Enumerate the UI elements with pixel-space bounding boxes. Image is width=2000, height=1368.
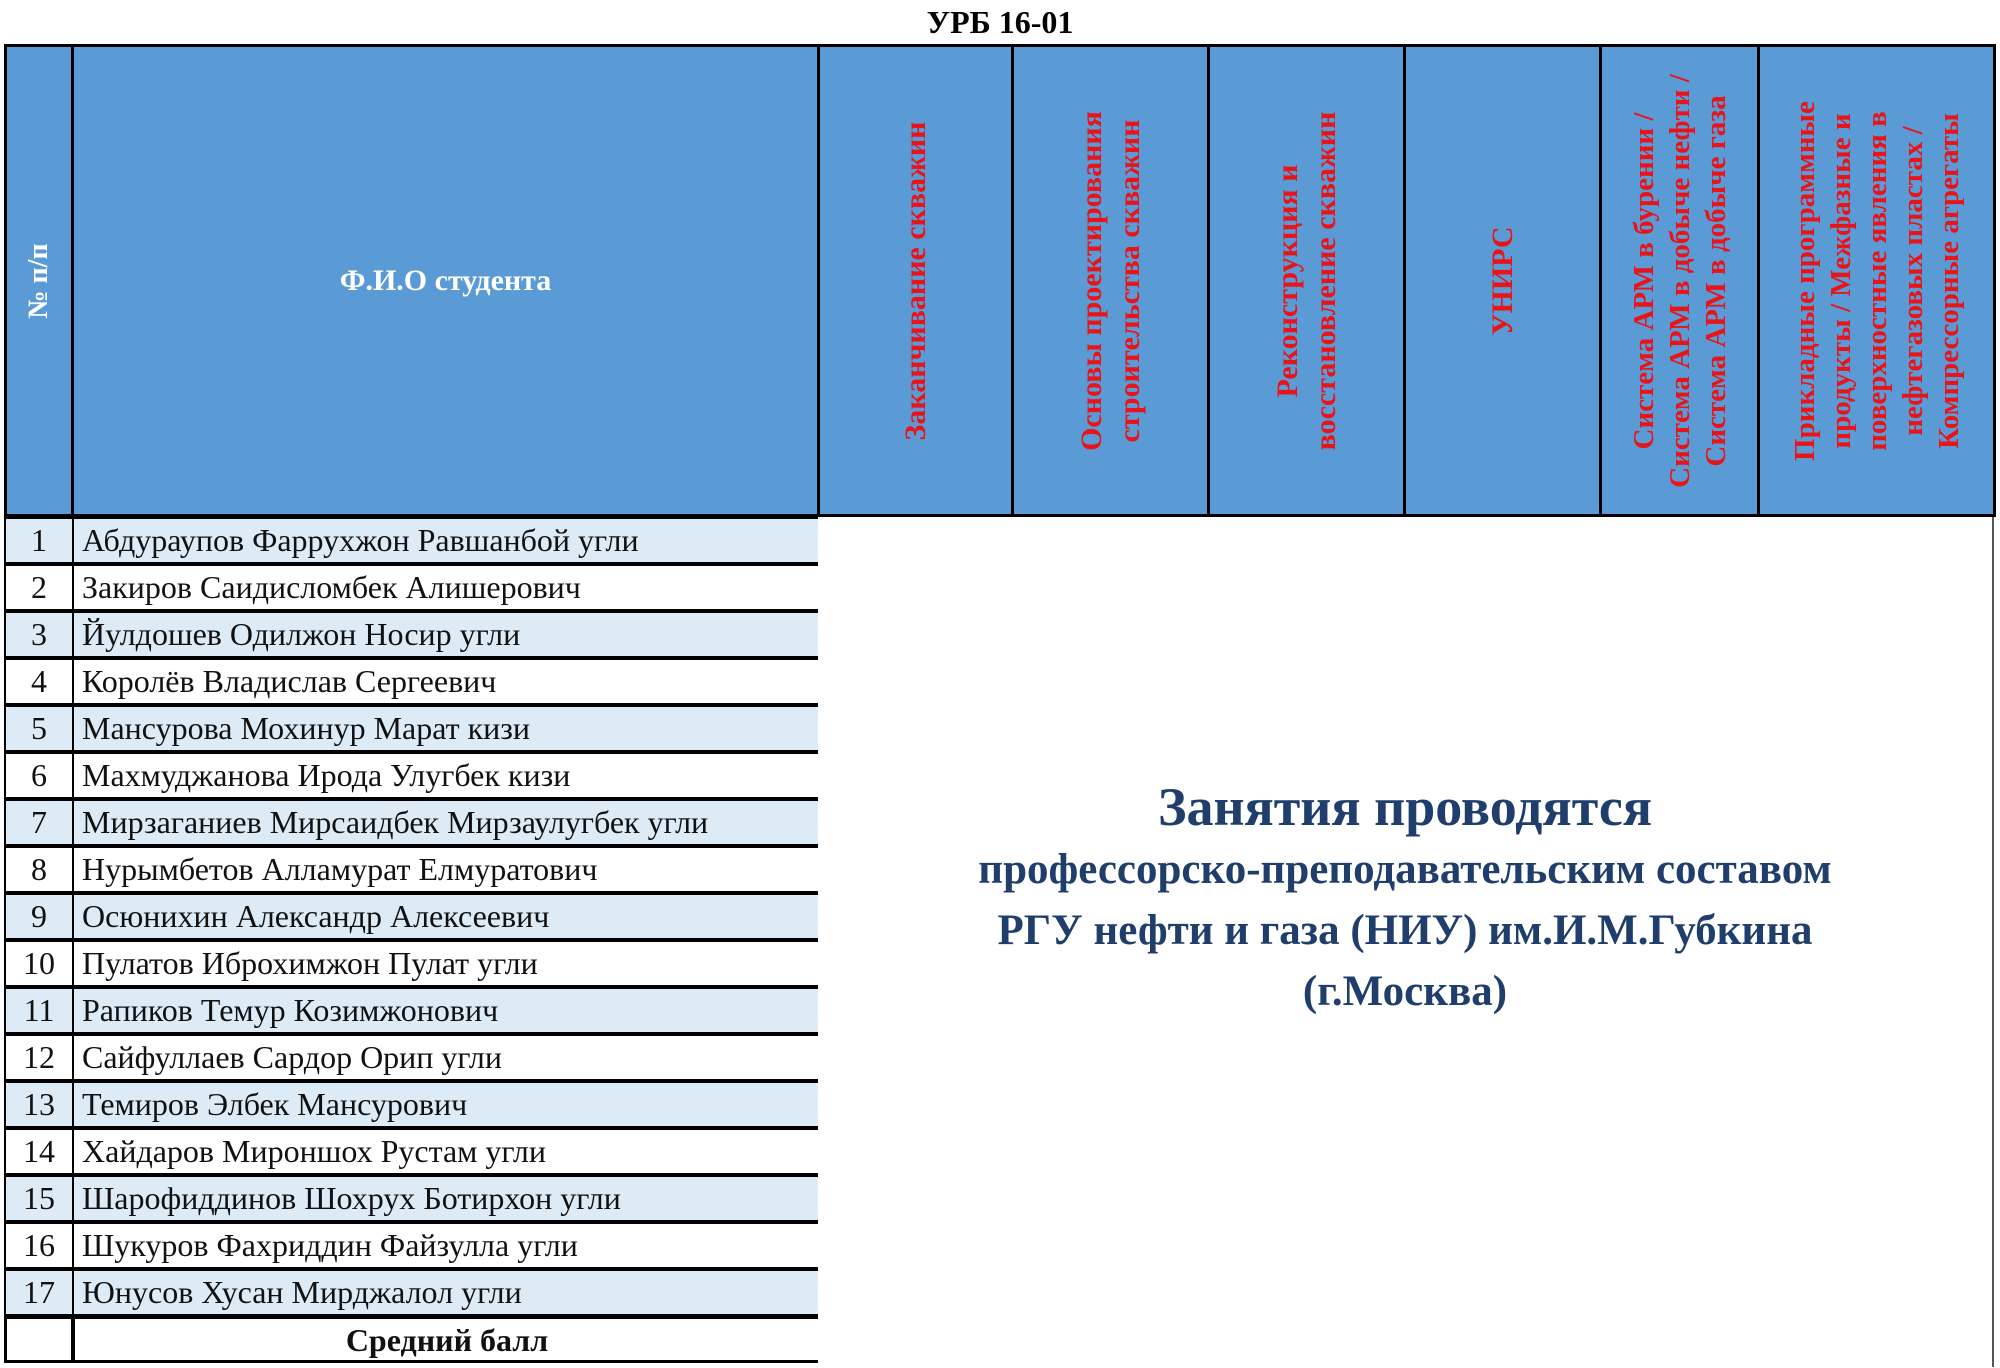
- student-name: Йулдошев Одилжон Носир угли: [72, 611, 822, 658]
- row-number: 14: [4, 1128, 74, 1175]
- student-name: Махмуджанова Ирода Улугбек кизи: [72, 752, 822, 799]
- row-number: 7: [4, 799, 74, 846]
- table-row: [4, 611, 820, 658]
- notice-text: [818, 777, 1992, 1022]
- student-name: Закиров Саидисломбек Алишерович: [72, 564, 822, 611]
- subject-label-3: Реконструкция и восстановление скважин: [1270, 111, 1342, 450]
- table-row: [4, 705, 820, 752]
- student-name: Осюнихин Александр Алексеевич: [72, 893, 822, 940]
- row-number: 3: [4, 611, 74, 658]
- student-name: Шукуров Фахриддин Файзулла угли: [72, 1222, 822, 1269]
- footer-num-cell: [4, 1316, 74, 1363]
- page-title: УРБ 16-01: [926, 4, 1074, 40]
- header-num-cell: [4, 44, 74, 517]
- row-number: 15: [4, 1175, 74, 1222]
- header-subject-2: [1011, 44, 1210, 517]
- row-number: 16: [4, 1222, 74, 1269]
- table-row: [4, 1222, 820, 1269]
- subject-label-6: Прикладные программные продукты / Межфазные и поверхностные явления в нефтегазовых пластах / Компрессорные агрегаты: [1788, 100, 1965, 461]
- row-number: 10: [4, 940, 74, 987]
- header-name-cell: [71, 44, 820, 517]
- table-row: [4, 1175, 820, 1222]
- footer-row: [4, 1316, 820, 1363]
- header-name-label: Ф.И.О студента: [339, 263, 552, 297]
- row-number: 6: [4, 752, 74, 799]
- notice-line-3: РГУ нефти и газа (НИУ) им.И.М.Губкина: [997, 907, 1813, 954]
- row-number: 8: [4, 846, 74, 893]
- notice-line-1: Занятия проводятся: [1157, 777, 1653, 837]
- subject-label-2: Основы проектирования строительства скважин: [1074, 110, 1146, 451]
- row-number: 9: [4, 893, 74, 940]
- table-row: [4, 940, 820, 987]
- row-number: 13: [4, 1081, 74, 1128]
- table-row: [4, 799, 820, 846]
- header-subject-3: [1207, 44, 1406, 517]
- student-name: Мирзаганиев Мирсаидбек Мирзаулугбек угли: [72, 799, 822, 846]
- header-subject-1: [817, 44, 1014, 517]
- table-row: [4, 1034, 820, 1081]
- notice-line-4: (г.Москва): [1302, 968, 1508, 1015]
- header-subject-5: [1599, 44, 1760, 517]
- table-row: [4, 752, 820, 799]
- student-name: Темиров Элбек Мансурович: [72, 1081, 822, 1128]
- table-row: [4, 1081, 820, 1128]
- subject-label-5: Система АРМ в бурении / Система АРМ в добыче нефти / Система АРМ в добыче газа: [1627, 73, 1732, 488]
- row-number: 1: [4, 517, 74, 564]
- average-score-label: Средний балл: [72, 1316, 822, 1363]
- table-row: [4, 987, 820, 1034]
- subject-label-1: Заканчивание скважин: [898, 121, 932, 440]
- subject-label-4: УНИРС: [1485, 225, 1519, 336]
- student-name: Хайдаров Мироншох Рустам угли: [72, 1128, 822, 1175]
- notice-area: [818, 517, 1994, 1367]
- table-row: [4, 1128, 820, 1175]
- student-name: Юнусов Хусан Мирджалол угли: [72, 1269, 822, 1316]
- student-name: Шарофиддинов Шохрух Ботирхон угли: [72, 1175, 822, 1222]
- header-subject-6: [1757, 44, 1996, 517]
- table-row: [4, 517, 820, 564]
- student-name: Королёв Владислав Сергеевич: [72, 658, 822, 705]
- table-row: [4, 893, 820, 940]
- student-name: Нурымбетов Алламурат Елмуратович: [72, 846, 822, 893]
- student-name: Пулатов Иброхимжон Пулат угли: [72, 940, 822, 987]
- row-number: 4: [4, 658, 74, 705]
- student-name: Абдураупов Фаррухжон Равшанбой угли: [72, 517, 822, 564]
- notice-line-2: профессорско-преподавательским составом: [978, 846, 1832, 893]
- student-name: Рапиков Темур Козимжонович: [72, 987, 822, 1034]
- header-num-label: № п/п: [23, 242, 54, 319]
- row-number: 12: [4, 1034, 74, 1081]
- student-name: Сайфуллаев Сардор Орип угли: [72, 1034, 822, 1081]
- row-number: 17: [4, 1269, 74, 1316]
- row-number: 5: [4, 705, 74, 752]
- table-row: [4, 846, 820, 893]
- student-name: Мансурова Мохинур Марат кизи: [72, 705, 822, 752]
- table-row: [4, 658, 820, 705]
- table-row: [4, 564, 820, 611]
- header-subject-4: [1403, 44, 1602, 517]
- row-number: 11: [4, 987, 74, 1034]
- row-number: 2: [4, 564, 74, 611]
- table-row: [4, 1269, 820, 1316]
